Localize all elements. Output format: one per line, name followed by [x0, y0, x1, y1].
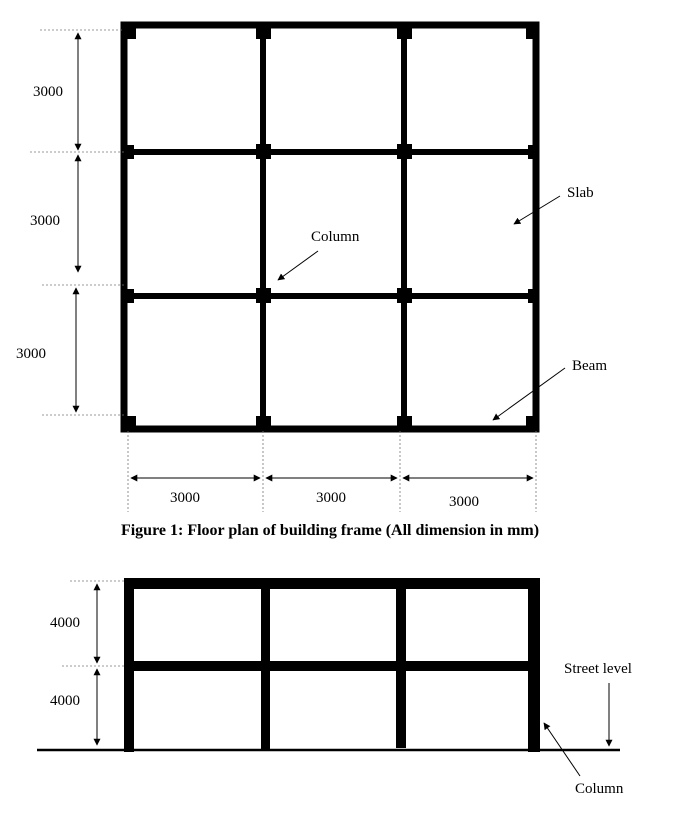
floor-beam — [124, 661, 540, 671]
elevation-column — [396, 578, 406, 748]
plan-column — [124, 416, 136, 431]
plan-column — [124, 289, 134, 303]
plan-column — [256, 416, 271, 431]
plan-column — [397, 288, 412, 303]
plan-column — [526, 25, 538, 39]
beam-label: Beam — [572, 358, 607, 374]
roof-beam — [124, 578, 540, 589]
plan-column — [256, 25, 271, 39]
plan-dim-v2: 3000 — [30, 213, 60, 229]
plan-column — [397, 144, 412, 159]
plan-column — [124, 25, 136, 39]
plan-dim-h2: 3000 — [316, 490, 346, 506]
floor-plan — [16, 25, 607, 539]
column-label-elevation: Column — [575, 781, 624, 797]
plan-columns — [124, 25, 538, 431]
plan-v-dim-arrows — [76, 33, 78, 412]
elevation-column — [124, 578, 134, 752]
column-label-plan: Column — [311, 229, 360, 245]
plan-dim-v1: 3000 — [33, 84, 63, 100]
elev-dim-1: 4000 — [50, 615, 80, 631]
column-leader-arrow-plan — [278, 251, 318, 280]
figure-caption: Figure 1: Floor plan of building frame (All dimension in mm) — [120, 522, 540, 539]
plan-dim-h1: 3000 — [170, 490, 200, 506]
plan-column — [528, 145, 538, 159]
slab-label: Slab — [567, 185, 594, 201]
plan-column — [256, 288, 271, 303]
plan-column — [124, 145, 134, 159]
plan-column — [528, 289, 538, 303]
elevation — [37, 578, 632, 797]
plan-dim-h3: 3000 — [449, 494, 479, 510]
beam-leader-arrow — [493, 368, 565, 420]
plan-column — [256, 144, 271, 159]
plan-column — [526, 416, 538, 431]
elevation-column — [261, 578, 270, 750]
street-level-label: Street level — [564, 661, 632, 677]
plan-outer-beam — [124, 25, 536, 429]
elevation-column — [528, 578, 540, 752]
elev-dim-2: 4000 — [50, 693, 80, 709]
plan-column — [397, 25, 412, 39]
plan-dim-v3: 3000 — [16, 346, 46, 362]
plan-column — [397, 416, 412, 431]
